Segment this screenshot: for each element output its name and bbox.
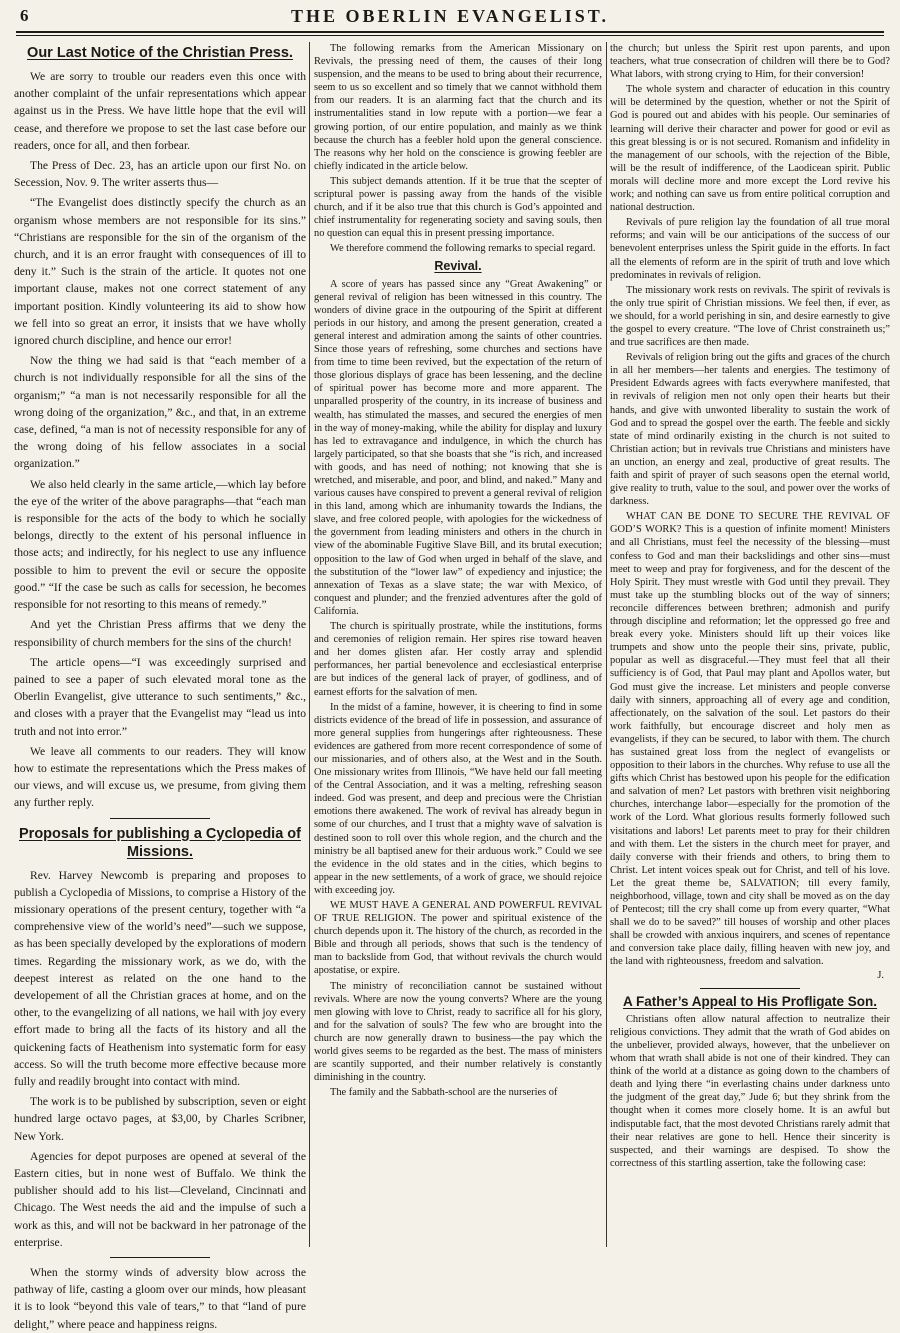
column-divider-1 xyxy=(309,42,310,1247)
page-header xyxy=(0,0,900,28)
section-separator xyxy=(110,1257,210,1258)
paragraph: In the midst of a famine, however, it is cheering to find in some districts evidence of the bread of life in possession, and assurance of more general supplies from hungerings after righteousness. These evidences are gathered from more recent correspondence of some of our missionaries, and of others also, at the West and in the South. One missionary writes from Illinois, “We have held our fall meeting of the Central Association, and it was a melting, refreshing season indeed. God was present, and deep and precious were the Christian emotions there awakened. The work of revival has already begun in some of our churches, and I trust that a mighty wave of salvation is destined soon to roll over this whole region, and the church and the ministry be all baptised anew for their arduous work.” Could we see the evidence in the old states and in the cities, which begins to appear in the new settlements, of a work of grace, we should rejoice with exceeding joy. xyxy=(314,701,602,896)
paragraph: The ministry of reconciliation cannot be sustained without revivals. Where are now the young converts? Where are the young men glowing with love to Christ, ready to sacrifice all for his glory, and for the salvation of souls? The few who are brought into the church are now generally drawn to business—the pay which the world gives seems to be regarded as the best. The mass of ministers are scantily supported, and their number relatively is constantly diminishing in the country. xyxy=(314,980,602,1084)
section-separator xyxy=(700,988,800,989)
section-separator xyxy=(110,818,210,819)
paragraph: The church is spiritually prostrate, while the institutions, forms and ceremonies of religion remain. Her spires rise toward heaven and her domes glisten afar. Her costly array and splendid performances, her partial benevolence and ecclesiastical enterprise are but indices of the general lack of prayer, of godliness, and of earnest efforts for the salvation of men. xyxy=(314,621,602,698)
article-heading-revival: Revival. xyxy=(434,258,482,273)
article-heading-christian-press: Our Last Notice of the Christian Press. xyxy=(27,45,293,61)
paragraph: We also held clearly in the same article,—which lay before the eye of the writer of the above paragraphs—that “each man is responsible for the acts of the body to which he socially belongs, directly to the extent of his personal influence in those acts; and indirectly, for his neglect to use any influence possible to him to prevent the evil or secure the opposite good.” “If the case be such as calls for secession, he becomes responsible for not resorting to this means of remedy.” xyxy=(14,477,306,612)
paragraph: And yet the Christian Press affirms that we deny the responsibility of church members for the sins of the church! xyxy=(14,618,306,649)
paragraph: Revivals of pure religion lay the foundation of all true moral reforms; and vain will be our anticipations of the success of our benevolent enterprises unless the Spirit guide in the efforts. In fact all the elements of reform are in the spirit of truth and love which predominates in revivals of religion. xyxy=(610,217,890,281)
header-rule xyxy=(16,31,884,33)
signature: J. xyxy=(877,969,884,981)
column-1 xyxy=(14,42,306,1331)
paragraph: We are sorry to trouble our readers even this once with another complaint of the unfair representations which appear against us in the Press. We have little hope that the evil will cease, and therefore we propose to set the last case before our readers, once for all, and then forbear. xyxy=(14,70,306,152)
paragraph: WE MUST HAVE A GENERAL AND POWERFUL REVIVAL OF TRUE RELIGION. The power and spiritual existence of the church depends upon it. The history of the church, as recorded in the Bible and through all periods, shows that such is the tendency of man to backslide from God, that without revivals the church would apostatise, or expire. xyxy=(314,900,602,977)
paragraph: The family and the Sabbath-school are the nurseries of xyxy=(330,1087,558,1099)
newspaper-title: THE OBERLIN EVANGELIST. xyxy=(291,6,609,26)
paragraph: Revivals of religion bring out the gifts and graces of the church in all her members—her talents and energies. The testimony of President Edwards agrees with facts everywhere manifested, that in revivals of religion men not only open their hearts but their hands, and give with unwonted liberality to sustain the work of God and to spread the gospel over the earth. The feeble and sickly state of mind ordinarily existing in the church is not suited to Christian action; but in revivals true Christians and ministers have an unction, an energy and zeal, productive of great results. The faith and spirit of prayer of such seasons open the eternal world, give reality to truth, value to the soul, and power over the works of darkness. xyxy=(610,352,890,508)
paragraph: Rev. Harvey Newcomb is preparing and proposes to publish a Cyclopedia of Missions, to comprise a History of the missionary operations of the present century, together with “a comprehensive view of the world’s need”—such we suppose, as has been specially developed by the explorations of modern times. Regarding the missionary work, as we do, with the deepest interest as related on the one hand to the developement of all the Christian graces at home, and on the other, to the evangelizing of all nations, we hail with joy every effort made to bring all the facts of its history and all the quickening facts of Heathenism into systematic form for easy access. So will the truth become more effective because more fully and readily brought into contact with mind. xyxy=(14,868,306,1088)
paragraph: We therefore commend the following remarks to special regard. xyxy=(330,243,596,255)
paragraph: “The Evangelist does distinctly specify the church as an organism whose members are not responsible for its sins.” “Christians are responsible for the sin of the organism of the church, and it is an error fraught with consequences of ill to deny it.” Such is the strain of the article. It quotes not one important clause, makes not one correct statement of any important position. Kindly volunteering its aid to show how we fell into so great an error, it insists that we have wholly ignored church discipline, and hence our error! xyxy=(14,196,306,348)
header-rule-thin xyxy=(16,35,884,36)
paragraph: the church; but unless the Spirit rest upon parents, and upon teachers, what true consecration of children will there be to God? What labors, with strong crying to Him, for their conversion! xyxy=(610,43,890,81)
paragraph: The missionary work rests on revivals. The spirit of revivals is the only true spirit of Christian missions. We feel then, if ever, as we should, for a world perishing in sin, and desire earnestly to give the gospel to every creature. “The love of Christ constraineth us;” and true sacrifices are then made. xyxy=(610,284,890,349)
paragraph: Now the thing we had said is that “each member of a church is not individually responsible for all the sins of the organism;” “a man is not necessarily responsible for all the wrong doing of the organization,” &c., and that, in an extreme case, defined, “a man is not of necessity responsible for any of the wrong doing of his fellow associates in a social organization.” xyxy=(14,354,306,471)
article-heading-cyclopedia: Proposals for publishing a Cyclopedia of Missions. xyxy=(19,825,301,860)
paragraph: The work is to be published by subscription, seven or eight hundred large octavo pages, at $3,00, by Charles Scribner, New York. xyxy=(14,1095,306,1143)
article-heading-fathers-appeal: A Father’s Appeal to His Profligate Son. xyxy=(622,993,878,1009)
paragraph: The following remarks from the American Missionary on Revivals, the pressing need of them, the causes of their long suspension, and the means to be used to bring about their recurrence, seem to us so excellent and so timely that we cannot withhold them from our readers. It is an alarming fact that the church and its instrumentalities stand in low repute with a portion—we fear a growing portion, of our entire population, and mainly as we think because the church has a feebler hold upon the general conscience. The reasons why her hold on the conscience is growing feebler are chiefly indicated in the article below. xyxy=(314,43,602,172)
column-2 xyxy=(314,42,602,1247)
column-3 xyxy=(610,42,890,1247)
page-number: 6 xyxy=(20,6,29,25)
column-divider-2 xyxy=(606,42,607,1247)
paragraph: A score of years has passed since any “Great Awakening” or general revival of religion has been witnessed in this country. The wonders of divine grace in the outpouring of the Spirit at different periods in our history, and among the present generation, created a general interest and admiration among the saints of other countries. Since those years of refreshing, some churches and sections have from time to time been revived, but the expectation of the return of those glorious displays of grace has been lessening, and the decline of spiritual power has become more and more apparent. The unparalled prosperity of the country, in its increase of business and wealth, has stimulated the masses, and secured the energies of men in the way of money-making, while the ability for display and luxury has led to extravagance and indulgence, in which the church has largely participated, so that she boasts that she “is rich, and increased with goods, and has need of nothing; not knowing that she is wretched, and miserable, and poor, and blind, and naked.” Many and various causes have conspired to prevent a general revival of religion in this land, among which are inhumanity towards the Indians, the slave, and free colored people, with apologies for the wickedness of the government from leading ministers and others in the church in view of the abominable Fugitive Slave Bill, and its brutal execution; opposition to the law of God when urged in behalf of the slave, and the substitution of the “lower law” of expediency and injustice; the annexation of Texas as a slave state; the war with Mexico, of conquest and plunder; and the frenzied adventures after the gold of California. xyxy=(314,278,602,617)
paragraph: We leave all comments to our readers. They will know how to estimate the representations which the Press makes of our views, and will excuse us, we presume, from giving them any further reply. xyxy=(14,744,306,810)
paragraph: When the stormy winds of adversity blow across the pathway of life, casting a gloom over our minds, how pleasant it is to look “beyond this vale of tears,” to that “land of pure delight,” where peace and happiness reigns. xyxy=(14,1266,306,1331)
paragraph: The Press of Dec. 23, has an article upon our first No. on Secession, Nov. 9. The writer asserts thus— xyxy=(14,159,306,190)
paragraph: The whole system and character of education in this country will be determined by the question, whether or not the Spirit of God is poured out and abides with his people. Our seminaries of learning will derive their character and power for good or evil as this great blessing is or is not secured. Romanism and infidelity in the management of our schools, with the rejection of the Bible, will be the result of indifference, of the Laodicean spirit. Public morals will decline more and more except the Lord revive his work; and nothing can save us from entire political corruption and national destruction. xyxy=(610,84,890,214)
paragraph: WHAT CAN BE DONE TO SECURE THE REVIVAL OF GOD’S WORK? This is a question of infinite moment! Ministers and all Christians, must feel the necessity of the blessing—must confess to God and man their backslidings and other sins—must meet to weep and pray for forgiveness, and for the descent of the Holy Spirit. They must wrestle with God until they prevail. They must take up the stumbling blocks out of the way of sinners; reconcile differences between brethren; admonish and purify through discipline and reformation; let the oppressed go free and break every yoke. Ministers should lift up their voices like trumpets and show unto the people their sins, private, public, popular as well as disgraceful.—They must feel that all their sufficiency is of God, that Paul may plant and Apollos water, but God must give the increase. Let ministers and people converse daily with sinners, approaching all of every age and condition, affectionately, on the salvation of the soul. Let pastors do their work faithfully, but encourage discreet and holy men as evangelists, if they can be secured, to labor with them. The church has sustained great loss from the neglect of evangelists or opposition to their labors in the churches. Why refuse to use all the gifts which Christ has bestowed upon his people for the edification and salvation of men? Let pastors with brethren visit neighboring churches, interchange labor—especially for the promotion of the work of the Lord. What glorious results formerly followed such visitations and labors! Let parents meet to pray for their children and with them. Let the sisters in the church meet for prayer, and daily converse with their friends and others, to bring them to Christ. Let intent voices speak out for Christ, and tell of his love. Let the great theme be, SALVATION; till every family, neighborhood, village, town and city shall be moved as on the day of Pentecost; till the cry shall come up from every quarter, “What shall we do to be saved?” till houses of worship and other places shall be crowded with anxious inquirers, and scenes of repentance and conversion take place daily, filling heaven with new joy, and the land with righteousness, freedom and salvation. xyxy=(610,511,890,968)
paragraph: Christians often allow natural affection to neutralize their religious convictions. They admit that the wrath of God abides on the unbeliever, provided always, however, that the unbeliever on whom that wrath shall abide is not one of their kindred. They can think of the world at a distance as going down to the chambers of death and lying there “in everlasting chains under darkness unto the judgment of the great day,” Jude 6; but they shrink from the thought when it comes more closely home. It is an awful but indisputable fact, that the most devoted Christians rarely admit that their near relatives are gone to hell. Hence their sincerity is suspected, and their warnings are despised. To show the correctness of this startling assertion, take the following case: xyxy=(610,1013,890,1169)
paragraph: The article opens—“I was exceedingly surprised and pained to see a paper of such elevated moral tone as the Oberlin Evangelist, give utterance to such sentiments,” &c., and closes with a prayer that the Evangelist may “lead us into truth and not into error.” xyxy=(14,655,306,738)
paragraph: Agencies for depot purposes are opened at several of the Eastern cities, but in none west of Buffalo. We think the publisher should add to his list—Cleveland, Cincinnati and Chicago. The West needs the aid and the impulse of such a work as this, and will not be backward in her patronage of the enterprise. xyxy=(14,1149,306,1249)
paragraph: This subject demands attention. If it be true that the scepter of scriptural power is passing away from the hands of the visible church, and if it be also true that this church is God’s appointed and chief instrumentality for regenerating society and saving souls, then no question can equal this in present pressing importance. xyxy=(314,175,602,240)
